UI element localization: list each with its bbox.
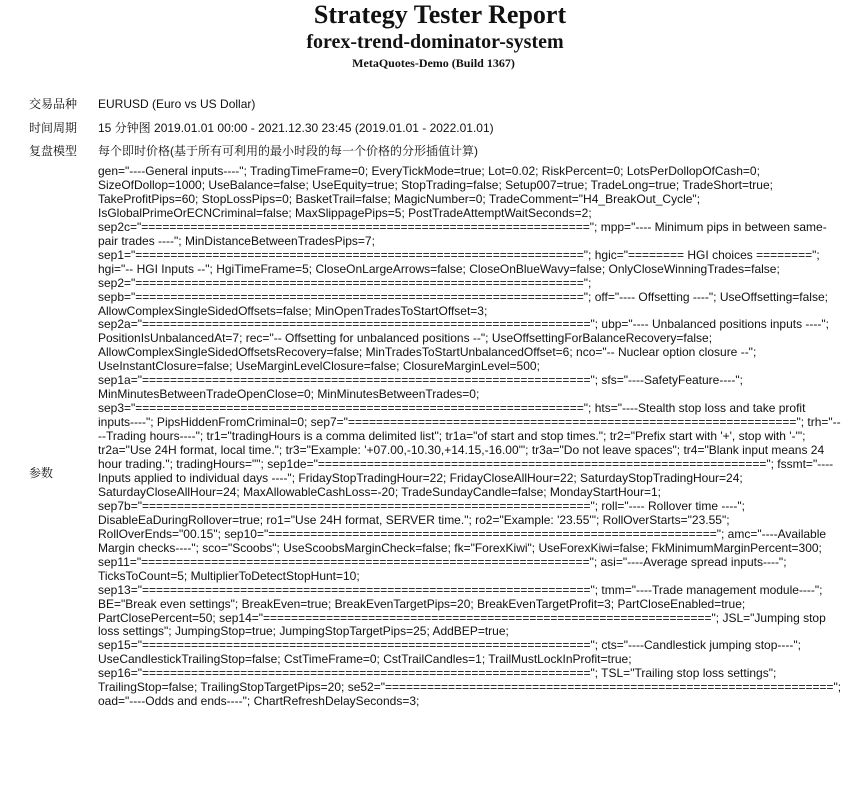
symbol-label: 交易品种 <box>29 97 78 111</box>
period-label: 时间周期 <box>29 121 78 135</box>
symbol-value: EURUSD (Euro vs US Dollar) <box>98 97 256 111</box>
params-value: gen="----General inputs----"; TradingTimeFrame=0; EveryTickMode=true; Lot=0.02; RiskPercent=0; LotsPerDollopOfCash=0; SizeOfDollop=1000; UseBalance=false; UseEquity=true; StopTrading=false; Setup007=true; TradeLong=true; TradeShort=true; TakeProfitPips=60; StopLossPips=0; BasketTrail=false; MagicNumber=0; TradeComment="H4_BreakOut_Cycle"; IsGlobalPrimeOrECNCriminal=false; MaxSlippagePips=5; PostTradeAttemptWaitSeconds=2; sep2c="================================================================"; mpp="---- Minimum pips in between same-pair trades ----"; MinDistanceBetweenTradesPips=7; sep1="================================================================"; hgic="======== HGI choices ========"; hgi="-- HGI Inputs --"; HgiTimeFrame=5; CloseOnLargeArrows=false; CloseOnBlueWavy=false; OnlyCloseWinningTrades=false; sep2="================================================================"; sepb="================================================================"; off="---- Offsetting ----"; UseOffsetting=false; AllowComplexSingleSidedOffsets=false; MinOpenTradesToStartOffset=3; sep2a="================================================================"; ubp="---- Unbalanced positions inputs ----"; PositionIsUnbalancedAt=7; rec="-- Offsetting for unbalanced positions --"; UseOffsettingForBalanceRecovery=false; AllowComplexSingleSidedOffsetsRecovery=false; MinTradesToStartUnbalancedOffset=6; nco="-- Nuclear option closure --"; UseInstantClosure=false; UseMarginLevelClosure=false; ClosureMarginLevel=500; sep1a="================================================================"; sfs="----SafetyFeature----"; MinMinutesBetweenTradeOpenClose=0; MinMinutesBetweenTrades=0; sep3="================================================================"; hts="----Stealth stop loss and take profit inputs----"; PipsHiddenFromCriminal=0; sep7="================================================================"; trh="----Trading hours----"; tr1="tradingHours is a comma delimited list"; tr1a="of start and stop times."; tr2="Prefix start with '+', stop with '-'"; tr2a="Use 24H format, local time."; tr3="Example: '+07.00,-10.30,+14.15,-16.00'"; tr3a="Do not leave spaces"; tr4="Blank input means 24 hour trading."; tradingHours=""; sep1de="================================================================"; fssmt="---- Inputs applied to individual days ----"; FridayStopTradingHour=22; FridayCloseAllHour=22; SaturdayStopTradingHour=24; SaturdayCloseAllHour=24; MaxAllowableCashLoss=-20; TradeSundayCandle=false; MondayStartHour=1; sep7b="================================================================"; roll="---- Rollover time ----"; DisableEaDuringRollover=true; ro1="Use 24H format, SERVER time."; ro2="Example: '23.55'"; RollOverStarts="23.55"; RollOverEnds="00.15"; sep10="================================================================"; amc="----Available Margin checks----"; sco="Scoobs"; UseScoobsMarginCheck=false; fk="ForexKiwi"; UseForexKiwi=false; FkMinimumMarginPercent=300; sep11="================================================================"; asi="----Average spread inputs----"; TicksToCount=5; MultiplierToDetectStopHunt=10; sep13="================================================================"; tmm="----Trade management module----"; BE="Break even settings"; BreakEven=true; BreakEvenTargetPips=20; BreakEvenTargetProfit=3; PartCloseEnabled=true; PartClosePercent=50; sep14="================================================================"; JSL="Jumping stop loss settings"; JumpingStop=true; JumpingStopTargetPips=25; AddBEP=true; sep15="================================================================"; cts="----Candlestick jumping stop----"; UseCandlestickTrailingStop=false; CstTimeFrame=0; CstTrailCandles=1; TrailMustLockInProfit=true; sep16="================================================================"; TSL="Trailing stop loss settings"; TrailingStop=false; TrailingStopTargetPips=20; se52="================================================================"; oad="----Odds and ends----"; ChartRefreshDelaySeconds=3; <box>98 164 845 709</box>
params-label: 参数 <box>29 466 54 480</box>
server-build: MetaQuotes-Demo (Build 1367) <box>352 56 515 70</box>
expert-name: forex-trend-dominator-system <box>306 31 564 53</box>
model-label: 复盘模型 <box>29 144 78 158</box>
model-value: 每个即时价格(基于所有可利用的最小时段的每一个价格的分形插值计算) <box>98 144 478 158</box>
report-title: Strategy Tester Report <box>313 0 567 29</box>
period-value: 15 分钟图 2019.01.01 00:00 - 2021.12.30 23:45 (2019.01.01 - 2022.01.01) <box>98 121 494 135</box>
